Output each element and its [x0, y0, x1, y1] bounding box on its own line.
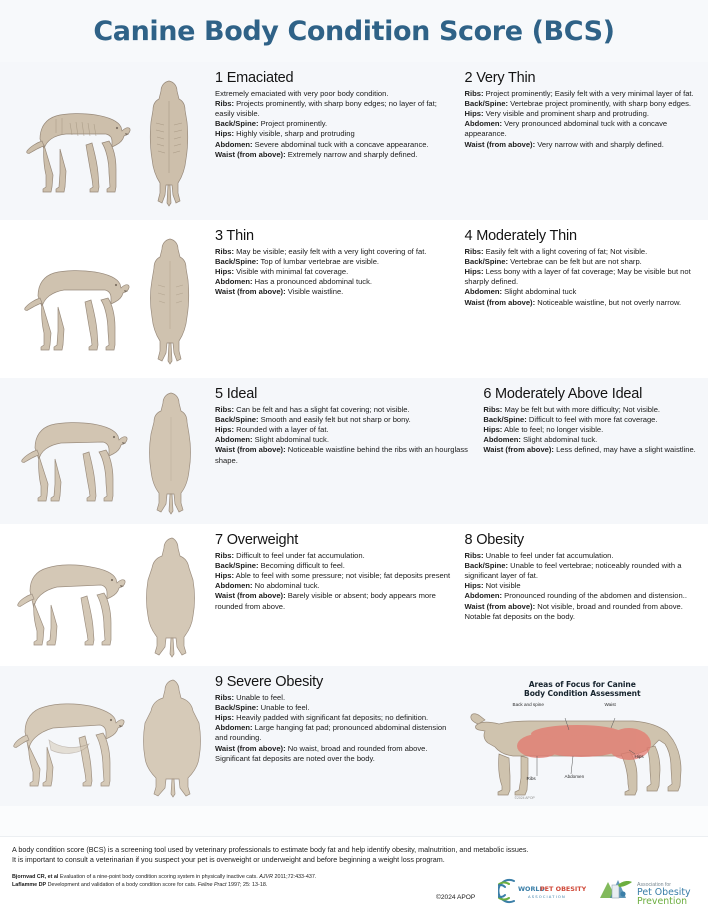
entry-line-label: Abdomen: — [215, 435, 253, 445]
entry-line-label: Abdomen: — [483, 435, 521, 445]
entry-line-label: Back/Spine: — [215, 414, 259, 424]
dog-side-view-4 — [17, 541, 133, 651]
entry-body — [215, 247, 451, 298]
areas-of-focus-diagram — [459, 674, 708, 806]
entry-line — [465, 109, 701, 119]
entry-line — [215, 703, 451, 713]
copyright-text: ©2024 APOP — [436, 894, 476, 901]
entry-line-text: Vertebrae project prominently, with sharp bony edges. — [507, 98, 692, 108]
entry-line — [215, 425, 469, 435]
entry-line-text: Easily felt with a light covering of fat; Not visible. — [483, 246, 648, 256]
entry-line-label: Back/Spine: — [215, 702, 259, 712]
entry-line-label: Ribs: — [464, 88, 484, 98]
focus-diagram-title — [465, 680, 701, 699]
dog-side-view-2 — [24, 241, 136, 359]
entry-line-label: Back/Spine: — [215, 560, 259, 570]
entry-line-label: Hips: — [464, 267, 484, 277]
entry-line-text: Less bony with a layer of fat coverage; May be visible but not sharply defined. — [464, 267, 691, 287]
entry-line-text: No waist, broad and rounded from above. — [285, 743, 428, 753]
dog-top-view-5 — [137, 676, 209, 798]
entry-line — [215, 723, 451, 743]
citation-journal: Feline Pract — [197, 882, 227, 889]
entry-line — [465, 287, 701, 297]
focus-title-line-2: Body Condition Assessment — [524, 689, 641, 699]
entry-line — [483, 405, 700, 415]
entry-line — [215, 571, 451, 581]
logo1-word2: PET OBESITY — [540, 885, 586, 893]
dog-illustration-pair-5 — [0, 666, 215, 806]
entry-line-label: Ribs: — [215, 692, 234, 702]
entry-line — [465, 247, 701, 257]
entry-line — [465, 591, 701, 601]
entry-line-label: Back/Spine: — [215, 256, 259, 266]
bcs-row-1 — [0, 62, 708, 220]
entry-line-text: No abdominal tuck. — [252, 581, 320, 591]
bcs-row-2 — [0, 220, 708, 378]
dog-side-view-3 — [21, 396, 135, 508]
entry-line — [215, 267, 451, 277]
citation-body: Evaluation of a nine-point body condition scoring system in physically inactive cats. — [58, 873, 260, 880]
entry-tail: Notable fat deposits on the body. — [464, 611, 575, 621]
entry-title: 4 Moderately Thin — [464, 228, 577, 244]
entry-line — [465, 99, 701, 109]
entry-line-label: Abdomen: — [215, 139, 253, 149]
zone-abdomen — [539, 735, 623, 757]
focus-credit: ©2024 APOP — [514, 796, 535, 800]
entry-body — [465, 551, 701, 622]
bcs-entry-2 — [459, 70, 708, 220]
entry-body — [465, 89, 701, 150]
entry-line-text: Less defined, may have a slight waistline. — [553, 445, 696, 455]
entry-title: 5 Ideal — [215, 386, 258, 402]
entry-body — [483, 405, 700, 456]
entry-line — [465, 257, 701, 267]
page-header — [0, 0, 708, 62]
entry-line — [465, 602, 701, 612]
bcs-entry-columns-4 — [215, 524, 708, 666]
bcs-rows — [0, 62, 708, 836]
entry-title: 9 Severe Obesity — [215, 674, 324, 690]
entry-line — [215, 551, 451, 561]
entry-line-text: May be felt but with more difficulty; Not visible. — [502, 404, 661, 414]
entry-line-label: Waist (from above): — [215, 287, 286, 297]
entry-line — [465, 551, 701, 561]
entry-line-text: Noticeable waistline behind the ribs with an hourglass shape. — [215, 445, 468, 465]
entry-tail: Significant fat deposits are noted over the body. — [215, 753, 375, 763]
entry-body — [215, 405, 469, 466]
dog-top-view-4 — [139, 534, 205, 658]
citation-journal: AJVR — [259, 873, 273, 880]
entry-line — [483, 435, 700, 445]
entry-line-text: Slight abdominal tuck. — [520, 435, 598, 445]
bcs-entry-8 — [459, 532, 708, 666]
entry-line-text: Extremely narrow and sharply defined. — [285, 149, 418, 159]
entry-line-label: Ribs: — [215, 404, 234, 414]
bcs-entry-6 — [477, 386, 708, 524]
bcs-entry-columns-2 — [215, 220, 708, 378]
entry-line-text: Difficult to feel under fat accumulation. — [233, 550, 365, 560]
bcs-entry-3 — [215, 228, 459, 378]
apop-mark — [600, 880, 632, 898]
dog-side-view-5 — [13, 682, 131, 792]
entry-line-text: Highly visible, sharp and protruding — [233, 129, 355, 139]
entry-line — [465, 267, 701, 287]
bcs-row-4 — [0, 524, 708, 666]
entry-line-label: Ribs: — [483, 404, 503, 414]
entry-line-text: Vertebrae can be felt but are not sharp. — [507, 256, 642, 266]
dog-illustration-pair-2 — [0, 220, 215, 378]
logo2-line1: Association for — [637, 882, 672, 888]
entry-line-label: Waist (from above): — [464, 601, 536, 611]
entry-line-label: Ribs: — [464, 246, 484, 256]
entry-line — [465, 581, 701, 591]
entry-title: 1 Emaciated — [215, 70, 294, 86]
entry-line-text: Can be felt and has a slight fat covering; not visible. — [233, 404, 410, 414]
entry-line-text: Very pronounced abdominal tuck with a concave appearance. — [464, 119, 668, 139]
entry-title: 6 Moderately Above Ideal — [483, 386, 643, 402]
entry-line-text: Becoming difficult to feel. — [258, 560, 345, 570]
focus-label-hips: Hips — [634, 754, 644, 759]
focus-diagram-stage — [469, 700, 697, 802]
entry-line-label: Abdomen: — [464, 591, 503, 601]
focus-label-abdomen: Abdomen — [564, 774, 585, 779]
entry-line-label: Back/Spine: — [464, 98, 508, 108]
entry-line-label: Hips: — [215, 425, 234, 435]
citation-tail: 2011;72:433-437. — [272, 873, 317, 880]
citation-tail: 1997; 25: 13-18. — [226, 882, 268, 889]
footer-note-line-2: It is important to consult a veterinarian if you suspect your pet is overweight or underweight and before beginning a weight loss program. — [12, 855, 445, 865]
entry-line-text: Able to feel; no longer visible. — [502, 425, 604, 435]
entry-line-label: Hips: — [215, 129, 234, 139]
entry-line-text: Large hanging fat pad; pronounced abdominal distension and rounding. — [215, 723, 447, 743]
entry-line-label: Abdomen: — [215, 581, 253, 591]
entry-line-text: May be visible; easily felt with a very light covering of fat. — [233, 246, 427, 256]
dog-illustration-pair-4 — [0, 524, 215, 666]
entry-line-label: Abdomen: — [215, 277, 253, 287]
entry-line — [215, 277, 451, 287]
entry-line — [215, 140, 451, 150]
entry-line-text: Severe abdominal tuck with a concave appearance. — [252, 139, 429, 149]
entry-line — [465, 119, 701, 139]
dog-side-view-1 — [26, 83, 136, 201]
entry-line — [465, 140, 701, 150]
entry-line-label: Back/Spine: — [464, 560, 508, 570]
logo1-sub: ASSOCIATION — [528, 894, 566, 899]
bcs-entry-columns-5 — [215, 666, 708, 806]
association-for-pet-obesity-prevention-logo — [592, 876, 700, 906]
entry-line — [483, 415, 700, 425]
bcs-entry-columns-1 — [215, 62, 708, 220]
entry-line-text: Very visible and prominent sharp and protruding. — [483, 109, 649, 119]
entry-line — [215, 435, 469, 445]
entry-title: 7 Overweight — [215, 532, 299, 548]
entry-line-text: Barely visible or absent; body appears more rounded from above. — [215, 591, 436, 611]
entry-line — [215, 405, 469, 415]
entry-line-label: Waist (from above): — [464, 297, 536, 307]
entry-line-label: Back/Spine: — [483, 414, 527, 424]
world-pet-obesity-association-logo — [498, 877, 586, 905]
entry-line-label: Abdomen: — [464, 119, 503, 129]
entry-line — [215, 247, 451, 257]
entry-line-label: Waist (from above): — [215, 743, 286, 753]
entry-line — [215, 561, 451, 571]
logo2-line2: Pet Obesity — [637, 887, 691, 898]
entry-line-text: Project prominently. — [258, 119, 328, 129]
dog-top-view-1 — [142, 77, 196, 207]
entry-line-label: Waist (from above): — [464, 139, 536, 149]
entry-line — [215, 581, 451, 591]
entry-line — [215, 591, 451, 611]
entry-line — [215, 257, 451, 267]
entry-line — [215, 287, 451, 297]
focus-label-ribs: Ribs — [526, 776, 536, 781]
bcs-row-5 — [0, 666, 708, 806]
entry-title: 8 Obesity — [464, 532, 524, 548]
bcs-entry-7 — [215, 532, 459, 666]
entry-line-text: Very narrow with and sharply defined. — [535, 139, 664, 149]
entry-line-text: Rounded with a layer of fat. — [233, 425, 329, 435]
entry-line-text: Unable to feel. — [258, 702, 310, 712]
entry-line — [215, 119, 451, 129]
citation-body: Development and validation of a body condition score for cats. — [46, 882, 198, 889]
entry-line — [215, 150, 451, 160]
entry-line-text: Able to feel with some pressure; not visible; fat deposits present — [233, 571, 451, 581]
entry-line-text: Unable to feel vertebrae; noticeably rounded with a significant layer of fat. — [464, 560, 682, 581]
dog-top-view-2 — [142, 235, 198, 365]
entry-line-text: Visible with minimal fat coverage. — [233, 267, 349, 277]
entry-line-text: Slight abdominal tuck — [502, 287, 577, 297]
page-footer — [0, 836, 708, 910]
entry-line-text: Not visible — [483, 581, 521, 591]
entry-line — [215, 415, 469, 425]
entry-line-label: Abdomen: — [464, 287, 503, 297]
entry-line-label: Abdomen: — [215, 723, 253, 733]
entry-line-text: Visible waistline. — [285, 287, 344, 297]
entry-line — [215, 713, 451, 723]
entry-line-text: Not visible, broad and rounded from above. — [535, 601, 683, 611]
entry-title: 3 Thin — [215, 228, 254, 244]
entry-body — [215, 89, 451, 160]
entry-line-text: Has a pronounced abdominal tuck. — [252, 277, 373, 287]
entry-line-label: Ribs: — [464, 550, 484, 560]
bcs-entry-5 — [215, 386, 477, 524]
entry-line — [215, 99, 451, 119]
entry-line-label: Ribs: — [215, 550, 234, 560]
entry-body — [215, 551, 451, 612]
entry-line-label: Hips: — [464, 581, 484, 591]
entry-line-text: Projects prominently, with sharp bony edges; no layer of fat; easily visible. — [215, 98, 437, 119]
entry-line-label: Hips: — [215, 713, 234, 723]
entry-line-text: Unable to feel under fat accumulation. — [483, 550, 614, 560]
entry-title: 2 Very Thin — [464, 70, 536, 86]
entry-line-text: Slight abdominal tuck. — [252, 435, 329, 445]
entry-line-text: Difficult to feel with more fat coverage. — [526, 414, 658, 424]
entry-line-text: Heavily padded with significant fat deposits; no definition. — [233, 713, 429, 723]
focus-dog-svg — [469, 700, 705, 798]
bcs-entry-columns-3 — [215, 378, 708, 524]
entry-body — [465, 247, 701, 308]
focus-label-back-and-spine: Back and spine — [512, 702, 544, 707]
entry-lead: Extremely emaciated with very poor body condition. — [215, 88, 389, 98]
bcs-entry-4 — [459, 228, 708, 378]
entry-line-label: Ribs: — [215, 98, 234, 108]
dog-top-view-3 — [141, 389, 201, 515]
bcs-entry-9 — [215, 674, 459, 806]
entry-line-text: Unable to feel. — [233, 692, 286, 702]
entry-line — [215, 445, 469, 465]
bcs-row-3 — [0, 378, 708, 524]
footer-note-line-1: A body condition score (BCS) is a screening tool used by veterinary professionals to estimate body fat and help identify obesity, malnutrition, and metabolic issues. — [12, 845, 529, 854]
dog-illustration-pair-1 — [0, 62, 215, 220]
entry-line — [465, 561, 701, 581]
footer-note — [12, 845, 684, 866]
entry-line-label: Hips: — [483, 425, 503, 435]
entry-line — [483, 445, 700, 455]
entry-line — [215, 129, 451, 139]
entry-body — [215, 693, 451, 764]
entry-line — [215, 693, 451, 703]
entry-line-label: Hips: — [215, 571, 234, 581]
entry-line-text: Pronounced rounding of the abdomen and distension.. — [502, 591, 687, 601]
focus-title-line-1: Areas of Focus for Canine — [528, 680, 636, 689]
entry-line-label: Hips: — [215, 267, 234, 277]
entry-line-text: Noticeable waistline, but not overly narrow. — [535, 297, 682, 307]
entry-line — [465, 298, 701, 308]
bcs-entry-1 — [215, 70, 459, 220]
entry-line-label: Waist (from above): — [215, 591, 286, 601]
logo2-line3: Prevention — [637, 896, 688, 906]
entry-line — [215, 744, 451, 754]
citation-authors: Bjornvad CR, et al — [12, 873, 59, 880]
logo1-word1: WORLD — [518, 885, 545, 893]
footer-logos — [498, 876, 700, 906]
entry-line-label: Back/Spine: — [464, 256, 508, 266]
entry-line — [465, 89, 701, 99]
entry-line-label: Ribs: — [215, 246, 234, 256]
entry-line-label: Waist (from above): — [215, 445, 286, 455]
entry-line-label: Waist (from above): — [483, 445, 554, 455]
dog-illustration-pair-3 — [0, 378, 215, 524]
entry-line-text: Top of lumbar vertebrae are visible. — [258, 256, 380, 266]
entry-line-text: Smooth and easily felt but not sharp or bony. — [258, 414, 411, 424]
entry-line-label: Back/Spine: — [215, 119, 259, 129]
citation-authors: Laflamme DP — [12, 882, 47, 889]
focus-label-waist: Waist — [604, 702, 616, 707]
entry-line — [483, 425, 700, 435]
entry-line-label: Waist (from above): — [215, 149, 286, 159]
entry-line-label: Hips: — [464, 109, 484, 119]
entry-line-text: Project prominently; Easily felt with a very minimal layer of fat. — [483, 88, 694, 98]
page-title: Canine Body Condition Score (BCS) — [93, 15, 615, 47]
